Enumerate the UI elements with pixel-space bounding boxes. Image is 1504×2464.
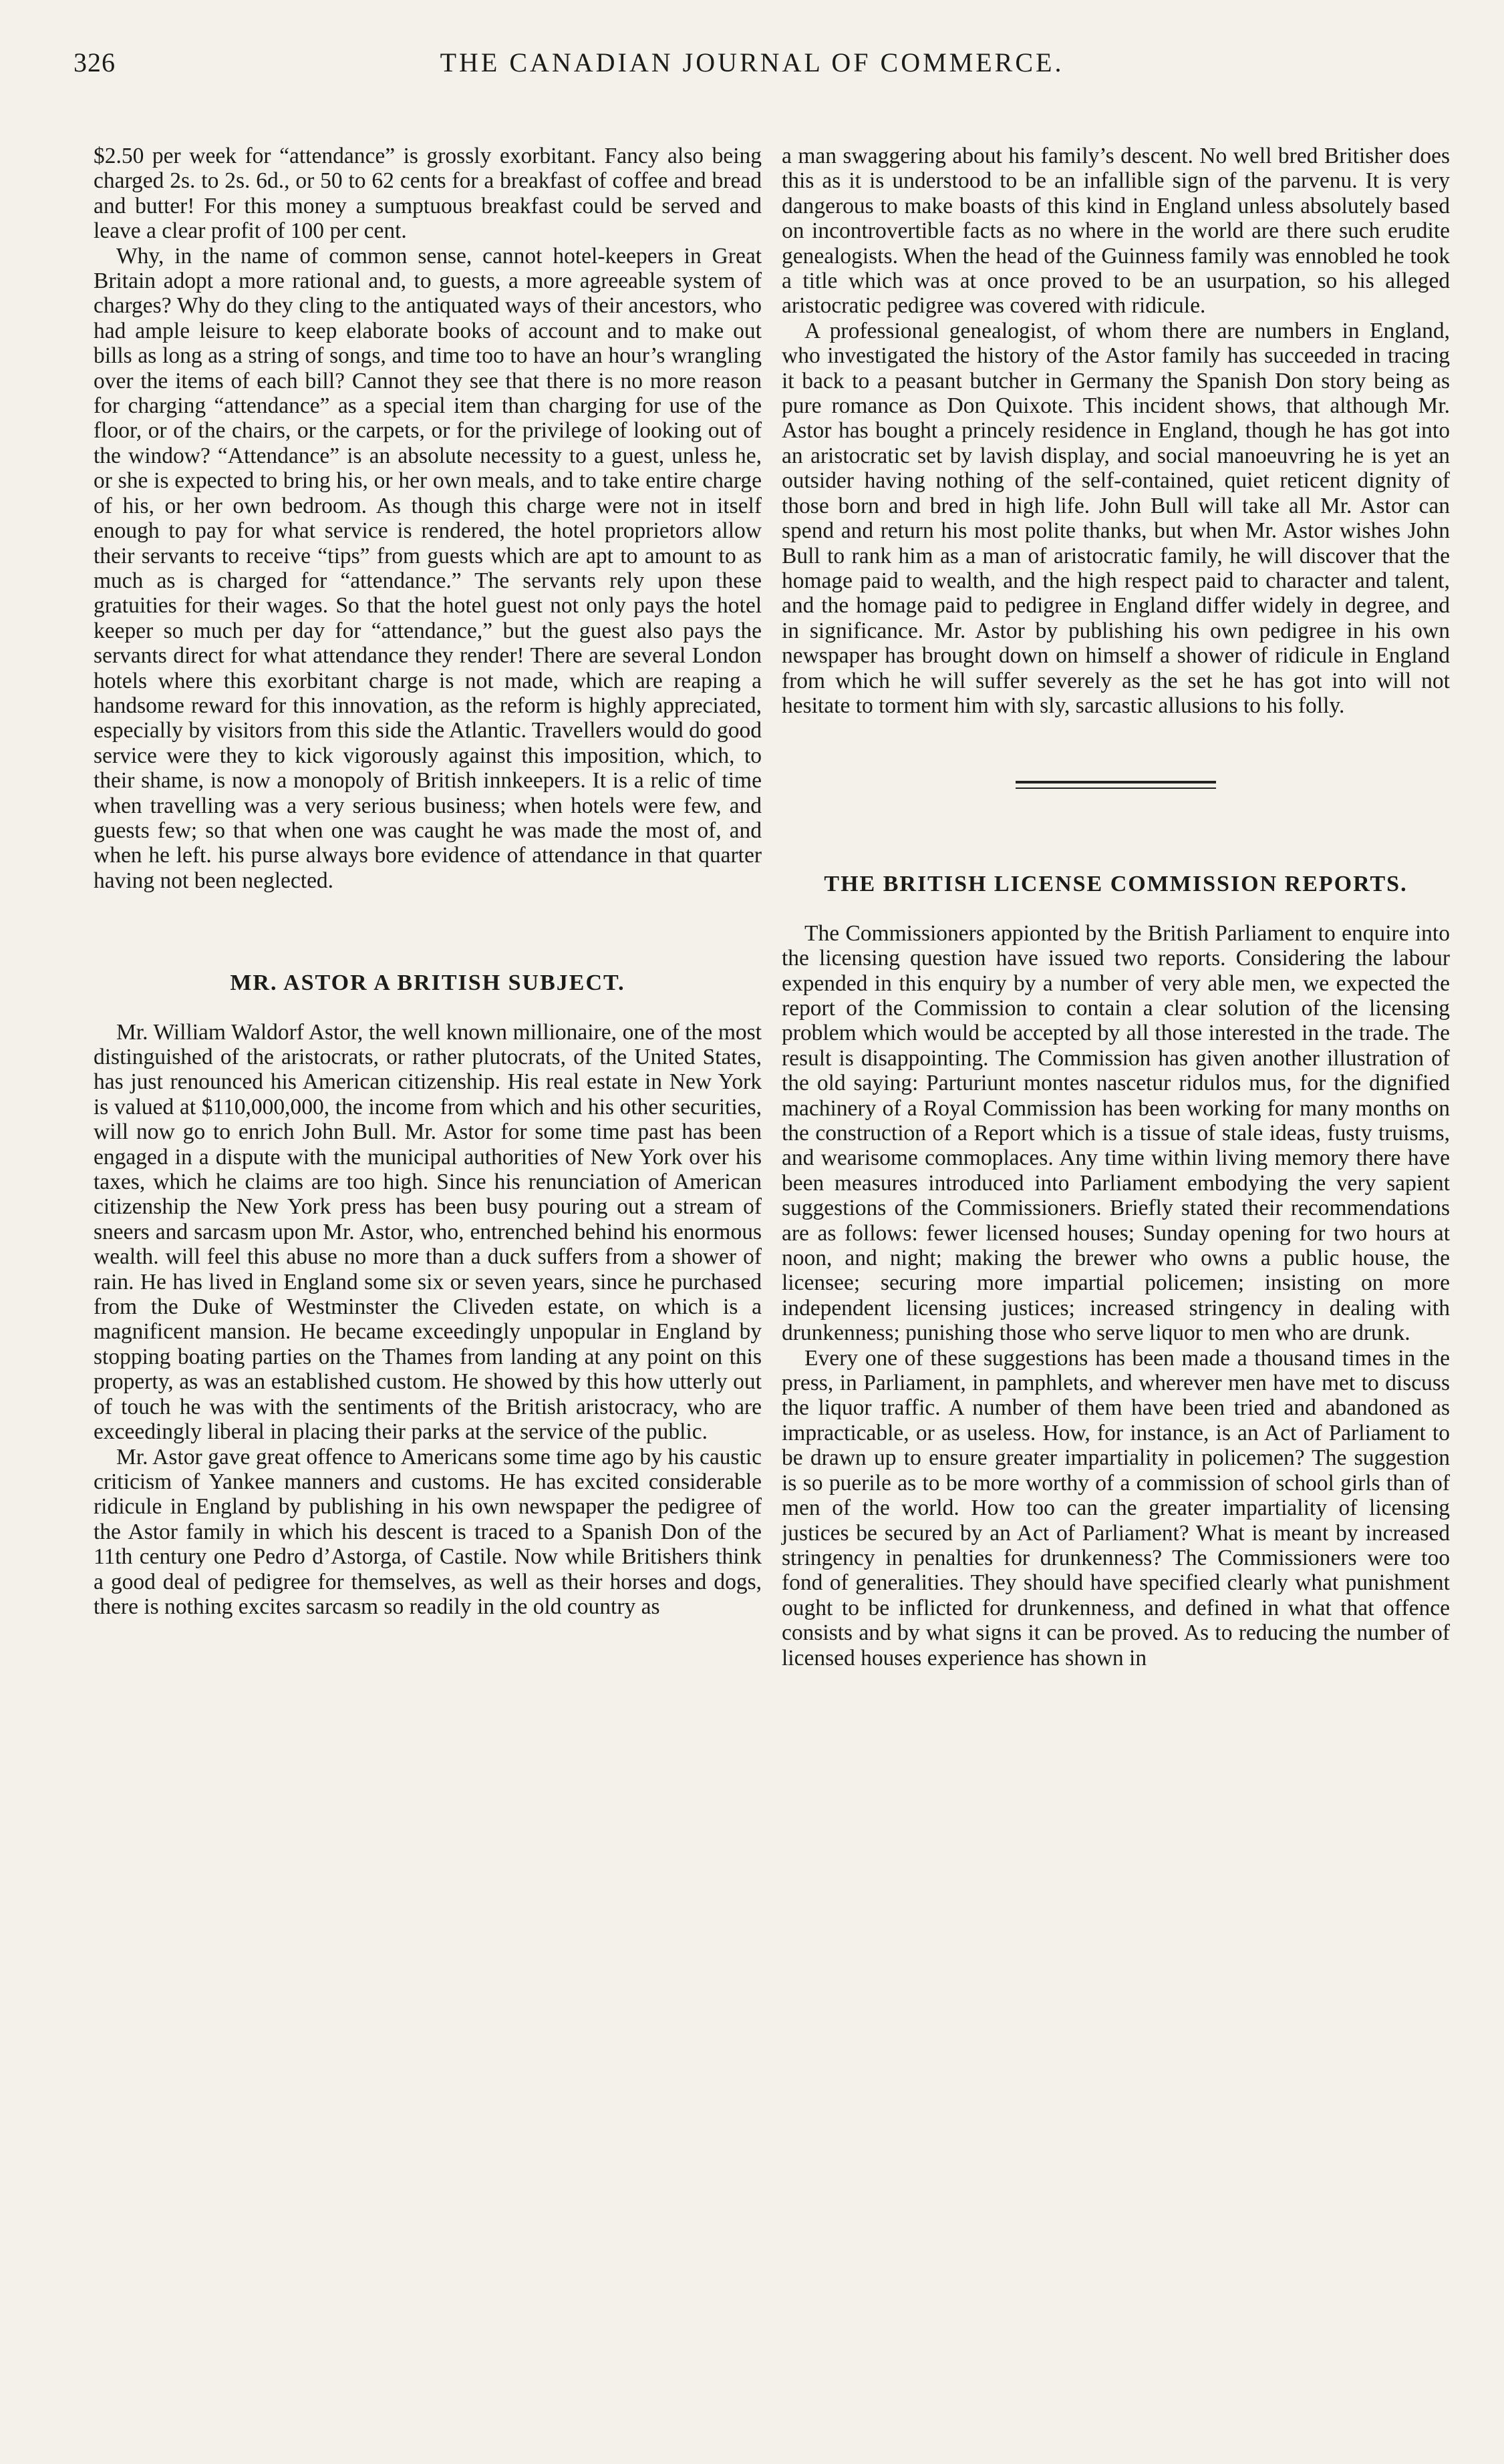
page-number: 326 bbox=[73, 47, 116, 77]
divider-rule bbox=[1016, 787, 1216, 789]
left-column bbox=[94, 144, 762, 1619]
paragraph: $2.50 per week for “attendance” is grossly exorbitant. Fancy also being charged 2s. to 2s. 6d., or 50 to 62 cents for a breakfast of coffee and bread and butter! For this money a sumptuous breakfast could be served and leave a clear profit of 100 per cent. bbox=[94, 144, 762, 244]
right-column bbox=[782, 144, 1450, 1670]
article-title-license-commission: THE BRITISH LICENSE COMMISSION REPORTS. bbox=[824, 872, 1408, 897]
paragraph: The Commissioners appionted by the British Parliament to enquire into the licensing question have issued two reports. Considering the labour expended in this enquiry by a number of very able men, we expected the report of the Commission to contain a clear solution of the licensing problem which would be accepted by all those interested in the trade. The result is disappointing. The Commission has given another illustration of the old saying: Parturiunt montes nascetur ridulos mus, for the dignified machinery of a Royal Commission has been working for many months on the construction of a Report which is a tissue of stale ideas, fusty truisms, and wearisome commoplaces. Any time within living memory there have been measures introduced into Parliament embodying the very sapient suggestions of the Commissioners. Briefly stated their recommendations are as follows: fewer licensed houses; Sunday opening for two hours at noon, and night; making the brewer who owns a public house, the licensee; securing more impartial policemen; insisting on more independent licensing justices; increased stringency in dealing with drunkenness; punishing those who serve liquor to men who are drunk. bbox=[782, 920, 1450, 1346]
paragraph: a man swaggering about his family’s descent. No well bred Britisher does this as it is understood to be an infallible sign of the parvenu. It is very dangerous to make boasts of this kind in England unless absolutely based on incontrovertible facts as no where in the world are there such erudite genealogists. When the head of the Guinness family was ennobled he took a title which was at once proved to be an usurpation, so his alleged aristocratic pedigree was covered with ridicule. bbox=[782, 144, 1450, 319]
section-divider bbox=[1016, 781, 1216, 789]
divider-rule bbox=[1016, 781, 1216, 783]
article-title-astor: MR. ASTOR A BRITISH SUBJECT. bbox=[230, 971, 625, 996]
paragraph: Why, in the name of common sense, cannot hotel-keepers in Great Britain adopt a more rational and, to guests, a more agreeable system of charges? Why do they cling to the antiquated ways of their ancestors, who had ample leisure to keep elaborate books of account and to make out bills as long as a string of songs, and time too to have an hour’s wrangling over the items of each bill? Cannot they see that there is no more reason for charging “attendance” as a special item than charging for use of the floor, or of the chairs, or the carpets, or for the privilege of looking out of the window? “Attendance” is an absolute necessity to a guest, unless he, or she is expected to bring his, or her own meals, and to take entire charge of his, or her own bedroom. As though this charge were not in itself enough to pay for what service is rendered, the hotel proprietors allow their servants to receive “tips” from guests which are apt to amount to as much as is charged for “attendance.” The servants rely upon these gratuities for their wages. So that the hotel guest not only pays the hotel keeper so much per day for “attendance,” but the guest also pays the servants direct for what attendance they render! There are several London hotels where this exorbitant charge is not made, which are reaping a handsome reward for this innovation, as the reform is highly appreciated, especially by visitors from this side the Atlantic. Travellers would do good service were they to kick vigorously against this imposition, which, to their shame, is now a monopoly of British innkeepers. It is a relic of time when travelling was a very serious business; when hotels were few, and guests few; so that when one was caught he was made the most of, and when he left. his purse always bore evidence of attendance in that quarter having not been neglected. bbox=[94, 243, 762, 893]
paragraph: Every one of these suggestions has been made a thousand times in the press, in Parliament, in pamphlets, and wherever men have met to discuss the liquor traffic. A number of them have been tried and abandoned as impracticable, or as useless. How, for instance, is an Act of Parliament to be drawn up to ensure greater impartiality in policemen? The suggestion is so puerile as to be more worthy of a commission of school girls than of men of the world. How too can the greater impartiality of licensing justices be secured by an Act of Parliament? What is meant by increased stringency in penalties for drunkenness? The Commissioners were too fond of generalities. They should have specified clearly what punishment ought to be inflicted for drunkenness, and defined in what that offence consists and by what signs it can be proved. As to reducing the number of licensed houses experience has shown in bbox=[782, 1345, 1450, 1670]
paragraph: A professional genealogist, of whom there are numbers in England, who investigated the history of the Astor family has succeeded in tracing it back to a peasant butcher in Germany the Spanish Don story being as pure romance as Don Quixote. This incident shows, that although Mr. Astor has bought a princely residence in England, though he has got into an aristocratic set by lavish display, and social manoeuvring he is yet an outsider having nothing of the self-contained, quiet reticent dignity of those born and bred in high life. John Bull will take all Mr. Astor can spend and return his most polite thanks, but when Mr. Astor wishes John Bull to rank him as a man of aristocratic family, he will discover that the homage paid to wealth, and the high respect paid to character and talent, and the homage paid to pedigree in England differ widely in degree, and in significance. Mr. Astor by publishing his own pedigree in his own newspaper has brought down on himself a shower of ridicule in England from which he will suffer severely as the set he has got into will not hesitate to torment him with sly, sarcastic allusions to his folly. bbox=[782, 318, 1450, 718]
paragraph: Mr. Astor gave great offence to Americans some time ago by his caustic criticism of Yankee manners and customs. He has excited considerable ridicule in England by publishing in his own newspaper the pedigree of the Astor family in which his descent is traced to a Spanish Don of the 11th century one Pedro d’Astorga, of Castile. Now while Britishers think a good deal of pedigree for themselves, as well as their horses and dogs, there is nothing excites sarcasm so readily in the old country as bbox=[94, 1444, 762, 1619]
journal-title: THE CANADIAN JOURNAL OF COMMERCE. bbox=[440, 47, 1064, 77]
paragraph: Mr. William Waldorf Astor, the well known millionaire, one of the most distinguished of the aristocrats, or rather plutocrats, of the United States, has just renounced his American citizenship. His real estate in New York is valued at $110,000,000, the income from which and his other securities, will now go to enrich John Bull. Mr. Astor for some time past has been engaged in a dispute with the municipal authorities of New York over his taxes, which he claims are too high. Since his renunciation of American citizenship the New York press has been busy pouring out a stream of sneers and sarcasm upon Mr. Astor, who, entrenched behind his enormous wealth. will feel this abuse no more than a duck suffers from a shower of rain. He has lived in England some six or seven years, since he purchased from the Duke of Westminster the Cliveden estate, on which is a magnificent mansion. He became exceedingly unpopular in England by stopping boating parties on the Thames from landing at any point on this property, as was an established custom. He showed by this how utterly out of touch he was with the sentiments of the British aristocracy, who are exceedingly liberal in placing their parks at the service of the public. bbox=[94, 1019, 762, 1445]
page-header bbox=[73, 47, 1431, 100]
